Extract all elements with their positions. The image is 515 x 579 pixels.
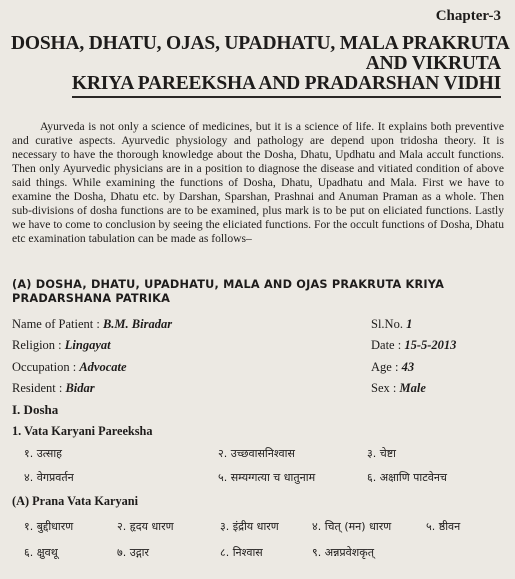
prana-item: ८. निश्वास xyxy=(220,546,263,559)
prana-item: १. बुद्दीधारण xyxy=(24,520,74,533)
patient-sex xyxy=(371,381,426,396)
vata-item: ५. सम्यग्गत्या च धातुनाम xyxy=(218,471,316,484)
page-title xyxy=(11,33,510,98)
prana-item: ४. चित् (मन) धारण xyxy=(312,520,392,533)
vata-item: ३. चेष्टा xyxy=(367,447,396,460)
sex-value: Male xyxy=(399,381,426,395)
intro-paragraph: Ayurveda is not only a science of medicines, but it is a science of life. It explains both preventive and curative aspects. Ayurvedic physiology and pathology are depend upon tridosha theory. It is necessary to have the thorough knowledge about the Dosha, Dhatu, Updhatu and Mala accult functions. Then only Ayurvedic physicians are in a position to diagnose the disease and vitiated condition of above said things. While examining the functions of Dosha, Dhatu, Upadhatu and Mala. First we have to examine the Dosha, Dhatu etc. by Darshan, Sparshan, Prashnai and Anuman Praman as a whole. Then sub-divisions of dosha functions are to be examined, plus mark is to be put on eliciated functions. Lastly we have to come to conclusion by seeing the eliciated functions. For the occult functions of Dosha, Dhatu etc examination tabulation can be made as follows– xyxy=(12,120,504,245)
serial-number xyxy=(371,317,412,332)
vata-item: ६. अक्षाणि पाटवेनच xyxy=(367,471,447,484)
serial-number-label: Sl.No. xyxy=(371,317,407,331)
date-value: 15-5-2013 xyxy=(404,338,457,352)
exam-date xyxy=(371,338,456,353)
vata-item: २. उच्छवासनिश्वास xyxy=(218,447,295,460)
patient-age xyxy=(371,360,414,375)
section-a-heading xyxy=(12,278,507,306)
patient-name xyxy=(12,317,172,332)
religion-value: Lingayat xyxy=(64,338,111,352)
age-label: Age : xyxy=(371,360,402,374)
vata-heading: 1. Vata Karyani Pareeksha xyxy=(12,424,153,438)
patient-resident xyxy=(12,381,95,396)
age-value: 43 xyxy=(401,360,415,374)
patient-name-value: B.M. Biradar xyxy=(102,317,173,331)
prana-item: २. हृदय धारण xyxy=(117,520,174,533)
title-line-2: AND VIKRUTA xyxy=(365,53,501,74)
patient-name-label: Name of Patient : xyxy=(12,317,103,331)
resident-label: Resident : xyxy=(12,381,66,395)
religion-label: Religion : xyxy=(12,338,65,352)
prana-item: ५. ष्ठीवन xyxy=(426,520,461,533)
vata-item: ४. वेगप्रवर्तन xyxy=(24,471,74,484)
prana-item: ६. क्षुवथू xyxy=(24,546,58,559)
prana-item: ७. उद्गार xyxy=(117,546,149,559)
chapter-label: Chapter-3 xyxy=(435,8,501,24)
occupation-value: Advocate xyxy=(79,360,127,374)
occupation-label: Occupation : xyxy=(12,360,80,374)
date-label: Date : xyxy=(371,338,405,352)
resident-value: Bidar xyxy=(65,381,95,395)
dosha-heading: I. Dosha xyxy=(12,402,59,417)
section-a-line-2: PRADARSHANA PATRIKA xyxy=(12,292,171,305)
prana-heading: (A) Prana Vata Karyani xyxy=(12,494,139,508)
title-line-3: KRIYA PAREEKSHA AND PRADARSHAN VIDHI xyxy=(72,74,501,98)
patient-religion xyxy=(12,338,111,353)
prana-item: ९. अन्नप्रवेशकृत् xyxy=(312,546,374,559)
section-a-line-1: (A) DOSHA, DHATU, UPADHATU, MALA AND OJAS PRAKRUTA KRIYA xyxy=(12,278,445,291)
title-line-1: DOSHA, DHATU, OJAS, UPADHATU, MALA PRAKRUTA xyxy=(11,33,510,54)
prana-item: ३. इंद्रीय धारण xyxy=(220,520,279,533)
vata-item: १. उत्साह xyxy=(24,447,63,460)
serial-number-value: 1 xyxy=(406,317,413,331)
sex-label: Sex : xyxy=(371,381,400,395)
patient-occupation xyxy=(12,360,127,375)
